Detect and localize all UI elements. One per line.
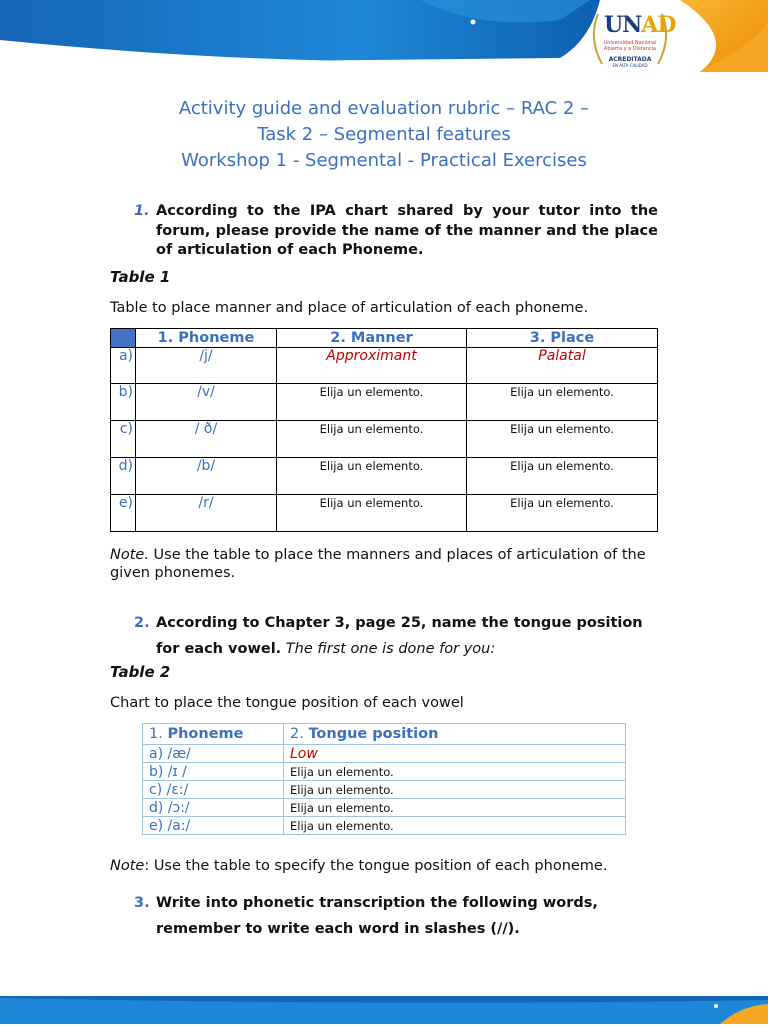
logo-quality: EN ALTA CALIDAD <box>612 63 648 68</box>
manner-dropdown[interactable]: Elija un elemento. <box>277 384 467 421</box>
table-row <box>111 495 658 532</box>
position-dropdown[interactable]: Elija un elemento. <box>284 781 626 799</box>
title-line-1: Activity guide and evaluation rubric – RAC 2 – <box>178 98 590 119</box>
question-3 <box>134 890 658 942</box>
manner-answer[interactable]: Approximant <box>277 348 467 384</box>
table-1-note-lead: Note. <box>110 547 149 563</box>
footer-banner <box>0 996 768 1024</box>
table-1-header-phoneme: 1. Phoneme <box>136 329 277 348</box>
position-answer[interactable]: Low <box>284 745 626 763</box>
manner-dropdown[interactable]: Elija un elemento. <box>277 458 467 495</box>
row-letter: d) <box>111 458 136 495</box>
table-row <box>111 421 658 458</box>
place-dropdown[interactable]: Elija un elemento. <box>467 458 658 495</box>
header-banner <box>0 0 768 72</box>
phoneme-cell: /j/ <box>136 348 277 384</box>
logo-university: Universidad Nacional Abierta y a Distancia <box>603 40 657 52</box>
manner-dropdown[interactable]: Elija un elemento. <box>277 495 467 532</box>
table-1-label: Table 1 <box>110 268 171 286</box>
row-letter: c) <box>111 421 136 458</box>
question-2-bold: According to Chapter 3, page 25, name the tongue position for each vowel. <box>156 615 643 657</box>
table-row <box>143 745 626 763</box>
table-2 <box>142 723 626 835</box>
phoneme-cell: a) /æ/ <box>143 745 284 763</box>
unad-logo <box>584 6 676 70</box>
table-1-note-text: Use the table to place the manners and places of articulation of the given phonemes. <box>110 547 646 581</box>
table-1-caption: Table to place manner and place of articulation of each phoneme. <box>110 300 589 316</box>
table-row <box>111 384 658 421</box>
phoneme-cell: e) /a:/ <box>143 817 284 835</box>
question-2 <box>134 610 658 662</box>
table-1-header-row <box>111 329 658 348</box>
phoneme-cell: c) /ɛ:/ <box>143 781 284 799</box>
table-2-note-lead: Note <box>110 858 145 874</box>
position-dropdown[interactable]: Elija un elemento. <box>284 817 626 835</box>
logo-accredited: ACREDITADA <box>608 56 652 63</box>
phoneme-cell: /r/ <box>136 495 277 532</box>
table-1-corner <box>111 329 136 348</box>
place-answer[interactable]: Palatal <box>467 348 658 384</box>
question-3-text: Write into phonetic transcription the following words, remember to write each word in slashes (//). <box>156 895 598 937</box>
question-1-text: According to the IPA chart shared by your tutor into the forum, please provide the name of the manner and the place of articulation of each Phoneme. <box>156 203 658 258</box>
document-title <box>100 96 668 174</box>
table-2-note <box>110 857 607 875</box>
row-letter: a) <box>111 348 136 384</box>
question-1 <box>134 202 658 261</box>
table-2-note-text: : Use the table to specify the tongue position of each phoneme. <box>144 858 608 874</box>
question-1-number: 1. <box>134 203 150 219</box>
footer-graphic <box>0 996 768 1024</box>
place-dropdown[interactable]: Elija un elemento. <box>467 421 658 458</box>
table-1 <box>110 328 658 532</box>
position-dropdown[interactable]: Elija un elemento. <box>284 763 626 781</box>
row-letter: b) <box>111 384 136 421</box>
table-row <box>143 763 626 781</box>
table-2-header-row <box>143 724 626 745</box>
table-1-header-place: 3. Place <box>467 329 658 348</box>
table-1-note <box>110 546 658 582</box>
table-row <box>143 799 626 817</box>
position-dropdown[interactable]: Elija un elemento. <box>284 799 626 817</box>
table-1-header-manner: 2. Manner <box>277 329 467 348</box>
row-letter: e) <box>111 495 136 532</box>
table-2-label: Table 2 <box>110 663 171 681</box>
table-row <box>143 781 626 799</box>
question-3-number: 3. <box>134 895 150 911</box>
title-line-2: Task 2 – Segmental features <box>257 124 511 145</box>
table-2-header-phoneme: 1. Phoneme <box>143 724 284 745</box>
table-row <box>111 458 658 495</box>
question-2-number: 2. <box>134 615 150 631</box>
title-line-3: Workshop 1 - Segmental - Practical Exercises <box>181 150 587 171</box>
table-2-caption: Chart to place the tongue position of each vowel <box>110 695 464 711</box>
phoneme-cell: d) /ɔ:/ <box>143 799 284 817</box>
table-2-header-position: 2. Tongue position <box>284 724 626 745</box>
manner-dropdown[interactable]: Elija un elemento. <box>277 421 467 458</box>
place-dropdown[interactable]: Elija un elemento. <box>467 384 658 421</box>
phoneme-cell: /v/ <box>136 384 277 421</box>
question-2-text <box>134 610 658 662</box>
phoneme-cell: b) /ɪ / <box>143 763 284 781</box>
phoneme-cell: / ð/ <box>136 421 277 458</box>
question-2-italic: The first one is done for you: <box>281 641 496 657</box>
place-dropdown[interactable]: Elija un elemento. <box>467 495 658 532</box>
table-row <box>111 348 658 384</box>
table-row <box>143 817 626 835</box>
phoneme-cell: /b/ <box>136 458 277 495</box>
logo-text: UNAD <box>604 12 676 38</box>
